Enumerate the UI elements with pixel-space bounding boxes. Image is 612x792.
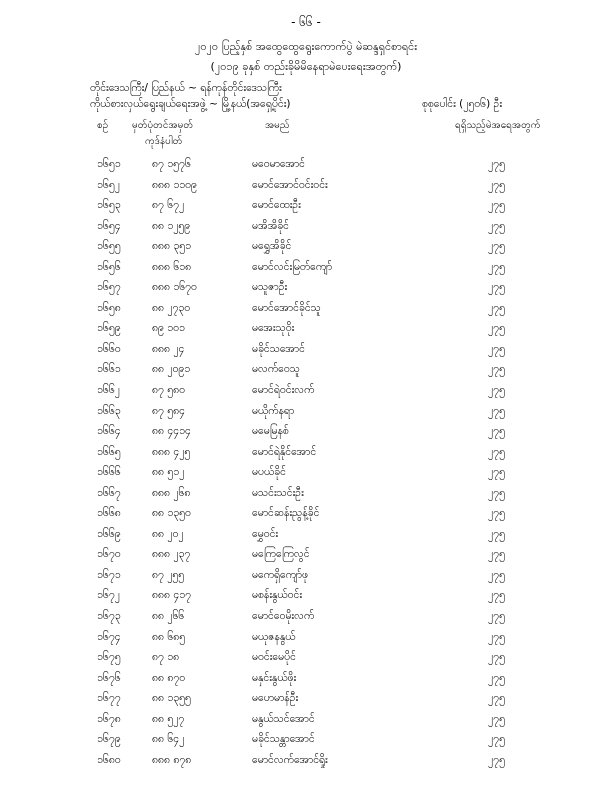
row-number: ၁၆၅၉ xyxy=(97,322,121,335)
table-row xyxy=(0,179,612,200)
row-name: မောင်ဆန်းညွန့်ခိုင် xyxy=(252,507,320,520)
table-row xyxy=(0,425,612,446)
row-number: ၁၆၆၃ xyxy=(97,404,121,417)
row-name: မောင်ရဲနိုင်အောင် xyxy=(252,445,317,458)
table-row xyxy=(0,446,612,467)
row-name: မခိုင်သန္တာအောင် xyxy=(252,733,315,746)
row-id: ၈၈ ၂၀၉၁ xyxy=(152,363,191,376)
voter-list xyxy=(0,158,612,774)
row-votes: ၂၇၅ xyxy=(488,568,505,581)
row-number: ၁၆၅၁ xyxy=(97,158,121,170)
row-id: ၈၈ ၄၄၁၄ xyxy=(152,425,191,438)
row-number: ၁၆၇၀ xyxy=(97,548,121,561)
row-id: ၈၈ ၂၇၃၀ xyxy=(152,301,191,314)
table-row xyxy=(0,589,612,610)
row-votes: ၂၇၅ xyxy=(488,322,505,335)
row-votes: ၂၇၅ xyxy=(488,712,505,725)
row-number: ၁၆၇၉ xyxy=(97,733,121,746)
row-votes: ၂၇၅ xyxy=(488,507,505,520)
column-header-id-sub: ကုဒ်နံပါတ် xyxy=(145,136,183,147)
row-name: မမေမြနစ် xyxy=(252,425,289,438)
row-name: မောင်အောင်ဝင်းဝင်း xyxy=(252,178,328,191)
row-name: မဝင်းမေပိုင် xyxy=(252,651,296,664)
row-name: မခိုင်သအောင် xyxy=(252,342,305,355)
row-name: မဝေမာအောင် xyxy=(252,158,305,170)
row-votes: ၂၇၅ xyxy=(488,240,505,253)
row-name: မရွှေအိခိုင် xyxy=(252,240,292,253)
table-row xyxy=(0,754,612,775)
row-number: ၁၆၇၇ xyxy=(97,692,121,705)
row-name: မကေရှိကျော်ဖု xyxy=(252,568,308,581)
row-name: မယုဇနနွယ် xyxy=(252,630,296,643)
region-label: တိုင်းဒေသကြီး/ ပြည်နယ် ~ ရန်ကုန်တိုင်းဒေသကြီး xyxy=(90,82,282,94)
row-number: ၁၆၇၃ xyxy=(97,610,121,623)
row-number: ၁၆၅၅ xyxy=(97,240,121,253)
table-row xyxy=(0,220,612,241)
row-name: မသင်းသင်းဦး xyxy=(252,486,304,499)
row-number: ၁၆၅၄ xyxy=(97,219,121,232)
table-row xyxy=(0,281,612,302)
table-row xyxy=(0,672,612,693)
row-id: ၈၈ ၁၃၅၀ xyxy=(152,507,191,520)
table-row xyxy=(0,384,612,405)
row-number: ၁၆၆၅ xyxy=(97,445,121,458)
row-name: မောင်လက်အောင်ရှိုး xyxy=(252,753,328,766)
row-number: ၁၆၇၈ xyxy=(97,712,121,725)
row-votes: ၂၇၅ xyxy=(488,651,505,664)
row-number: ၁၆၇၄ xyxy=(97,630,121,643)
row-votes: ၂၇၅ xyxy=(488,260,505,273)
table-row xyxy=(0,733,612,754)
row-id: ၈၈ ၆၄၂ xyxy=(152,733,185,746)
row-number: ၁၆၅၆ xyxy=(97,260,121,273)
row-votes: ၂၇၅ xyxy=(488,404,505,417)
table-row xyxy=(0,692,612,713)
row-id: ၈၈ ၆၈၅ xyxy=(152,630,186,643)
row-id: ၈၉ ၁၀၁ xyxy=(152,322,185,335)
row-number: ၁၆၅၇ xyxy=(97,281,121,294)
table-row xyxy=(0,548,612,569)
table-row xyxy=(0,651,612,672)
row-id: ၈၈၈ ၁၁၀၉ xyxy=(152,178,197,191)
row-name: မနွယ်သင်အောင် xyxy=(252,712,315,725)
row-votes: ၂၇၅ xyxy=(488,733,505,746)
column-header-votes: ရရှိသည့်မဲအရေအတွက် xyxy=(455,120,541,131)
row-id: ၈၇ ၁၈ xyxy=(152,651,180,664)
row-id: ၈၇ ၁၅၇၆ xyxy=(152,158,191,170)
row-votes: ၂၇၅ xyxy=(488,178,505,191)
row-id: ၈၈ ၅၁၂ xyxy=(152,466,185,479)
row-votes: ၂၇၅ xyxy=(488,692,505,705)
table-row xyxy=(0,261,612,282)
row-id: ၈၈ ၂၆၆ xyxy=(152,610,185,623)
row-number: ၁၆၆၁ xyxy=(97,363,121,376)
row-name: မလက်ဝေသူ xyxy=(252,363,300,376)
row-name: မောင်လင်းမြတ်ကျော် xyxy=(252,260,333,273)
row-number: ၁၆၆၀ xyxy=(97,342,121,355)
row-votes: ၂၇၅ xyxy=(488,281,505,294)
table-row xyxy=(0,507,612,528)
row-number: ၁၆၆၄ xyxy=(97,425,121,438)
row-votes: ၂၇၅ xyxy=(488,527,505,540)
table-row xyxy=(0,569,612,590)
row-name: မနှင်းနွယ်ဖိုး xyxy=(252,671,297,684)
row-id: ၈၈၈ ၆၁၈ xyxy=(152,260,192,273)
row-votes: ၂၇၅ xyxy=(488,486,505,499)
table-row xyxy=(0,713,612,734)
row-name: မသူဇာဦး xyxy=(252,281,288,294)
row-id: ၈၈ ၅၂၇ xyxy=(152,712,185,725)
row-name: မယိုက်နရာ xyxy=(252,404,295,417)
row-id: ၈၈၈ ၃၅၁ xyxy=(152,240,192,253)
row-id: ၈၈၈ ၁၆၇၀ xyxy=(152,281,197,294)
table-row xyxy=(0,528,612,549)
row-votes: ၂၇၅ xyxy=(488,158,505,170)
row-number: ၁၆၅၂ xyxy=(97,178,120,191)
row-name: မောင်ရဲဝင်းလက် xyxy=(252,384,315,397)
row-name: မအေးသုဝိုး xyxy=(252,322,295,335)
subregion-label: ကိုယ်စားလှယ်ရွေးချယ်ရေးအဖွဲ့ ~ မြို့နယ်(အရှေ့ပိုင်း) xyxy=(90,98,291,110)
row-votes: ၂၇၅ xyxy=(488,301,505,314)
row-number: ၁၆၈၀ xyxy=(97,753,121,766)
row-id: ၈၈၈ ၂၆၈ xyxy=(152,486,191,499)
row-name: မောင်အောင်ခိုင်သူ xyxy=(252,301,321,314)
row-number: ၁၆၅၈ xyxy=(97,301,121,314)
page-number: - ၆၆ - xyxy=(291,15,321,29)
row-id: ၈၈၈ ၂၃၇ xyxy=(152,548,191,561)
table-row xyxy=(0,631,612,652)
table-row xyxy=(0,240,612,261)
row-votes: ၂၇၅ xyxy=(488,342,505,355)
table-row xyxy=(0,487,612,508)
row-id: ၈၈၈ ၄၁၇ xyxy=(152,589,192,602)
row-number: ၁၆၆၆ xyxy=(97,466,121,479)
table-row xyxy=(0,466,612,487)
row-number: ၁၆၇၆ xyxy=(97,671,121,684)
row-number: ၁၆၇၅ xyxy=(97,651,121,664)
row-votes: ၂၇၅ xyxy=(488,363,505,376)
row-name: မဟေမာန်ဦး xyxy=(252,692,299,705)
row-votes: ၂၇၅ xyxy=(488,445,505,458)
total-count: စုစုပေါင်း (၂၅၀၆) ဦး xyxy=(421,98,502,110)
row-id: ၈၈ ၁၂၅၉ xyxy=(152,219,191,232)
row-id: ၈၇ ၂၅၅ xyxy=(152,568,185,581)
row-number: ၁၆၆၉ xyxy=(97,527,121,540)
row-id: ၈၈၈ ၂၄ xyxy=(152,342,185,355)
table-row xyxy=(0,343,612,364)
row-number: ၁၆၆၇ xyxy=(97,486,121,499)
row-votes: ၂၇၅ xyxy=(488,671,505,684)
row-number: ၁၆၅၃ xyxy=(97,199,121,212)
row-name: မောင်ဝေမိုးလက် xyxy=(252,610,315,623)
row-id: ၈၇ ၅၈၀ xyxy=(152,384,186,397)
row-votes: ၂၇၅ xyxy=(488,548,505,561)
row-id: ၈၈ ၁၃၅၅ xyxy=(152,692,191,705)
row-name: မောင်ထေးဦး xyxy=(252,199,301,212)
row-number: ၁၆၆၈ xyxy=(97,507,121,520)
table-row xyxy=(0,363,612,384)
row-id: ၈၇ ၅၈၄ xyxy=(152,404,186,417)
row-name: မပယ်ခိုင် xyxy=(252,466,286,479)
row-votes: ၂၇၅ xyxy=(488,425,505,438)
row-name: မွှေဝင်း xyxy=(252,527,279,540)
row-votes: ၂၇၅ xyxy=(488,589,505,602)
table-row xyxy=(0,610,612,631)
row-id: ၈၈ ၂၀၂ xyxy=(152,527,184,540)
row-name: မအိအိခိုင် xyxy=(252,219,290,232)
table-row xyxy=(0,158,612,179)
row-name: မကြေကြေလွင် xyxy=(252,548,310,561)
row-votes: ၂၇၅ xyxy=(488,610,505,623)
row-name: မစန်းနွယ်ဝင်း xyxy=(252,589,303,602)
document-subtitle: (၂၀၁၉ ခုနှစ် တည်းခိုမိမိနေရာမဲပေးရေးအတွက်) xyxy=(210,60,402,73)
row-id: ၈၈ ၈၇၀ xyxy=(152,671,186,684)
row-number: ၁၆၇၂ xyxy=(97,589,120,602)
document-title: ၂၀၂၀ ပြည့်နှစ် အထွေထွေရွေးကောက်ပွဲ မဲဆန္ဒရှင်စာရင်း xyxy=(194,40,418,53)
row-votes: ၂၇၅ xyxy=(488,753,505,766)
column-header-name: အမည် xyxy=(265,120,290,131)
row-number: ၁၆၆၂ xyxy=(97,384,120,397)
row-votes: ၂၇၅ xyxy=(488,199,505,212)
table-row xyxy=(0,302,612,323)
row-votes: ၂၇၅ xyxy=(488,466,505,479)
column-header-id: မှတ်ပုံတင်အမှတ် xyxy=(132,120,194,131)
table-row xyxy=(0,199,612,220)
row-votes: ၂၇၅ xyxy=(488,630,505,643)
row-id: ၈၇ ၆၇၂ xyxy=(152,199,185,212)
row-number: ၁၆၇၁ xyxy=(97,568,121,581)
row-id: ၈၈၈ ၄၂၅ xyxy=(152,445,191,458)
column-header-no: စဉ် xyxy=(97,120,109,131)
table-row xyxy=(0,322,612,343)
row-votes: ၂၇၅ xyxy=(488,384,505,397)
row-id: ၈၈၈ ၈၇၈ xyxy=(152,753,192,766)
table-row xyxy=(0,405,612,426)
row-votes: ၂၇၅ xyxy=(488,219,505,232)
